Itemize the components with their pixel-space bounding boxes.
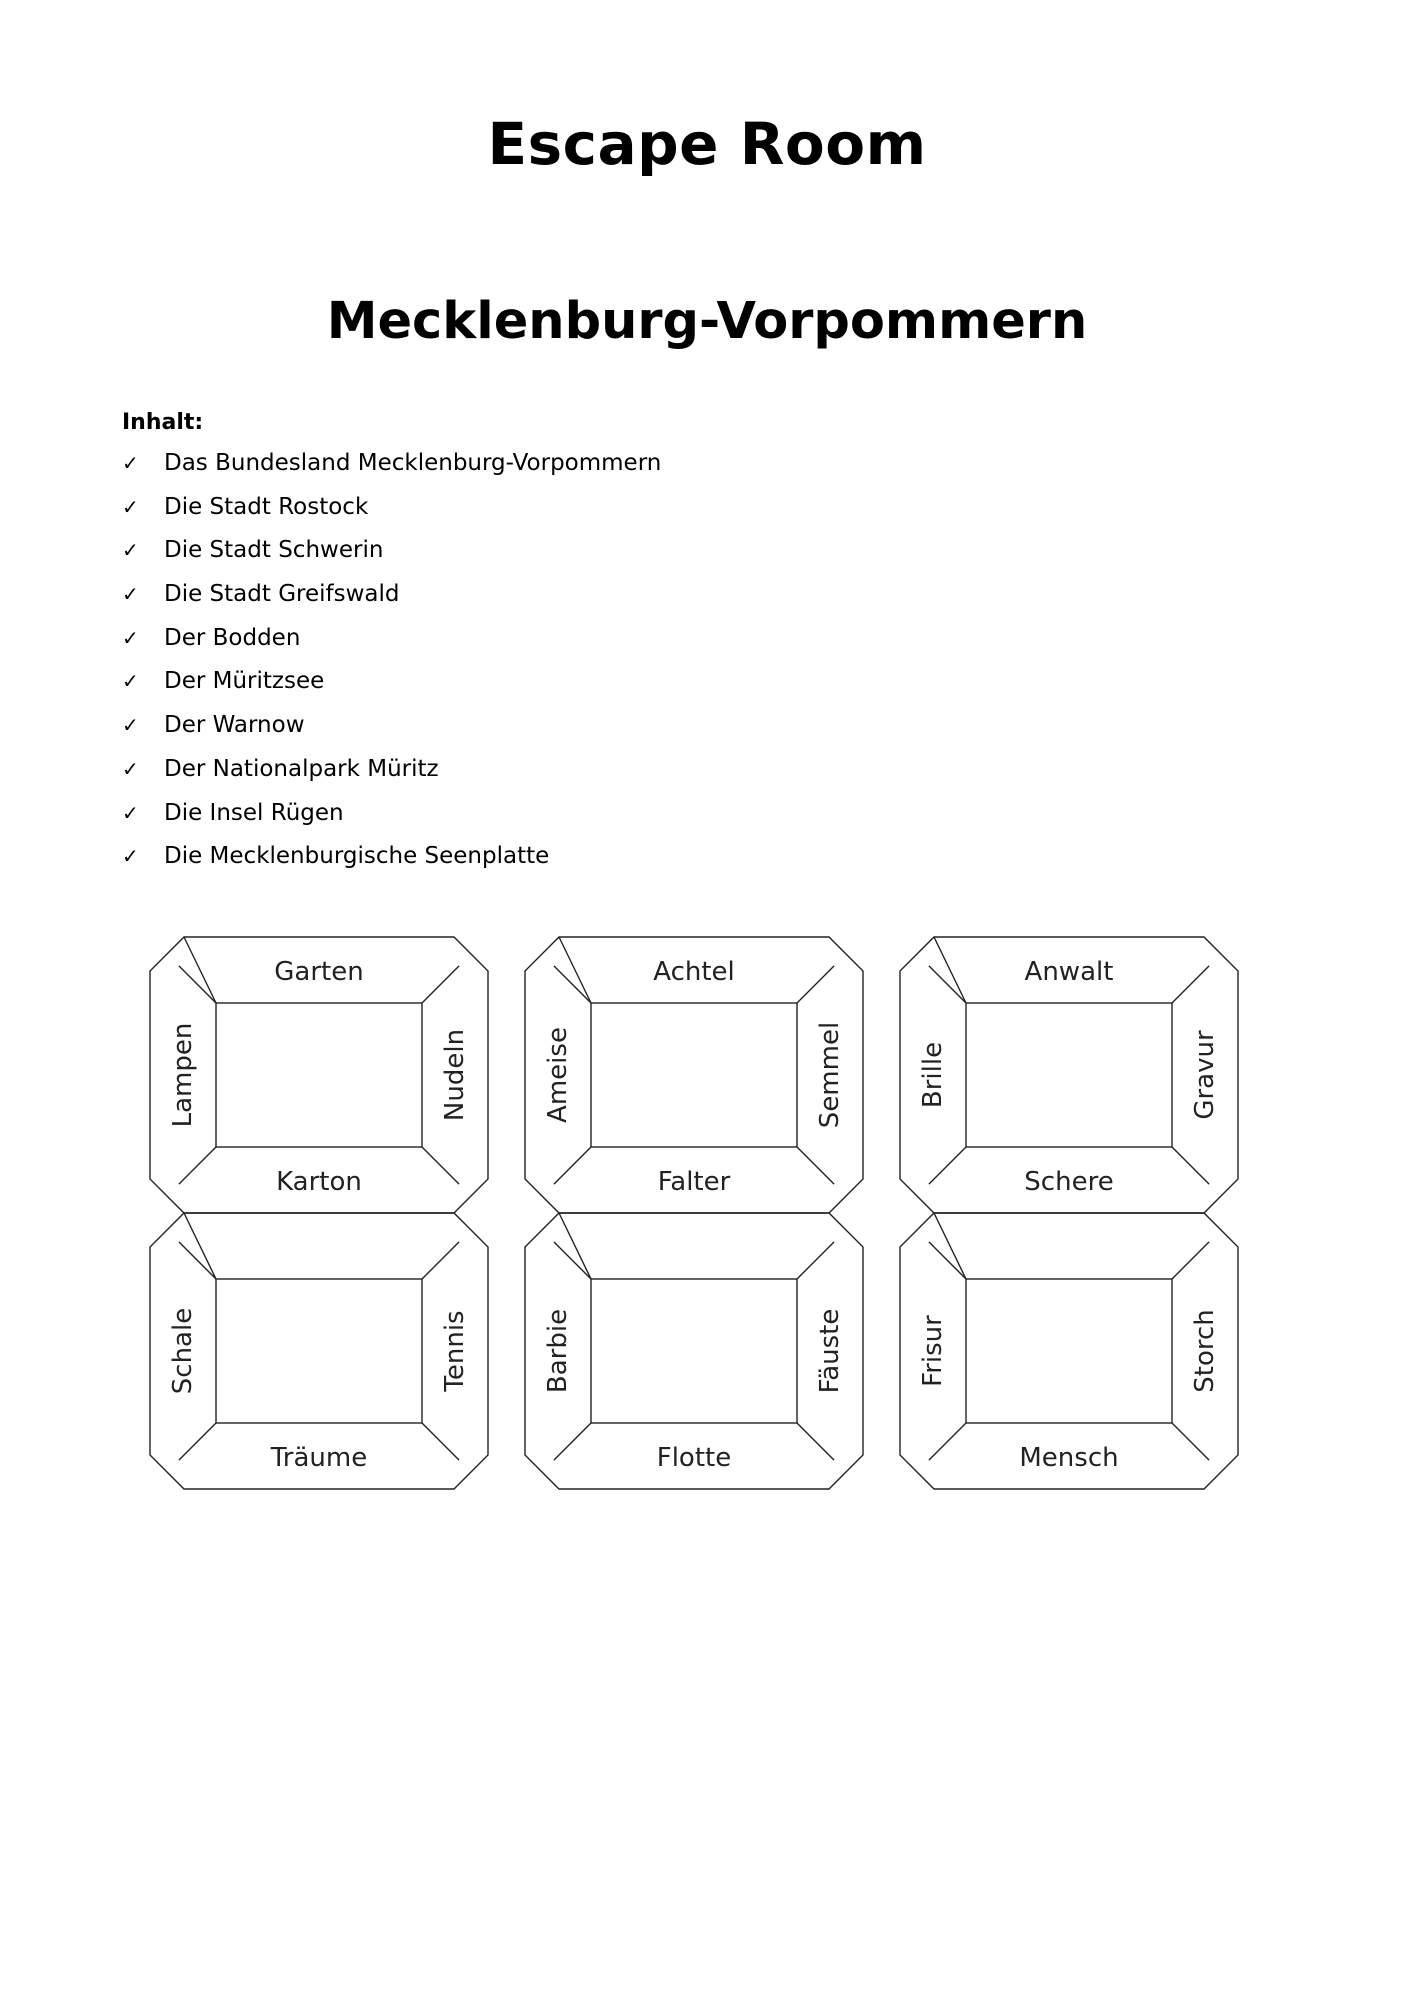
puzzle-frame-divider	[554, 1423, 591, 1460]
puzzle-frame-divider	[422, 1242, 459, 1279]
puzzle-frame-divider	[929, 1423, 966, 1460]
puzzle-frame-divider	[422, 1423, 459, 1460]
list-item-label: Die Stadt Rostock	[164, 493, 369, 520]
check-icon: ✓	[122, 669, 139, 694]
puzzle-word-upper-left: Brille	[918, 1041, 948, 1109]
puzzle-word-lower-right: Fäuste	[815, 1308, 845, 1394]
page-subtitle: Mecklenburg-Vorpommern	[326, 292, 1088, 351]
puzzle-answer-box	[966, 1279, 1172, 1423]
puzzle-frame-divider	[1172, 966, 1209, 1003]
puzzle-frame-divider	[929, 1147, 966, 1184]
puzzle-answer-box	[216, 1003, 422, 1147]
check-icon: ✓	[122, 582, 139, 607]
puzzle-frame-divider	[797, 966, 834, 1003]
check-icon: ✓	[122, 538, 139, 563]
puzzle-frame-divider	[179, 1242, 216, 1279]
puzzle-frame-divider	[1172, 1423, 1209, 1460]
puzzle-word-middle: Falter	[657, 1167, 731, 1197]
puzzle-word-top: Achtel	[653, 957, 735, 987]
puzzle-word-bottom: Träume	[270, 1443, 368, 1473]
puzzle-word-middle: Karton	[276, 1167, 362, 1197]
list-item-label: Die Stadt Greifswald	[164, 581, 400, 608]
list-item-label: Der Warnow	[164, 712, 305, 739]
puzzle-word-top: Garten	[274, 957, 364, 987]
puzzle-word-top: Anwalt	[1024, 957, 1114, 987]
puzzle-frame-divider	[1172, 1242, 1209, 1279]
check-icon: ✓	[122, 625, 139, 650]
puzzle-answer-box	[966, 1003, 1172, 1147]
check-icon: ✓	[122, 844, 139, 869]
puzzle-frame-divider	[422, 966, 459, 1003]
list-item-label: Der Nationalpark Müritz	[164, 755, 439, 782]
puzzle-frame-divider	[797, 1147, 834, 1184]
check-icon: ✓	[122, 713, 139, 738]
puzzle-answer-box	[591, 1003, 797, 1147]
puzzle-answer-box	[216, 1279, 422, 1423]
page-title: Escape Room	[487, 110, 927, 178]
puzzle-word-upper-left: Ameise	[543, 1027, 573, 1123]
puzzle-word-upper-right: Gravur	[1190, 1030, 1220, 1120]
check-icon: ✓	[122, 451, 139, 475]
puzzle-word-lower-right: Tennis	[440, 1310, 470, 1392]
contents-heading: Inhalt:	[122, 410, 204, 435]
puzzle-word-lower-right: Storch	[1190, 1309, 1220, 1393]
puzzle-word-middle: Schere	[1024, 1167, 1114, 1197]
puzzle-frame-divider	[797, 1242, 834, 1279]
puzzle-word-lower-left: Frisur	[918, 1315, 948, 1387]
puzzle-frame-divider	[1172, 1147, 1209, 1184]
puzzle-word-upper-right: Nudeln	[440, 1028, 470, 1122]
puzzle-word-upper-right: Semmel	[815, 1021, 845, 1129]
puzzle-word-upper-left: Lampen	[168, 1022, 198, 1128]
puzzle-frame-divider	[929, 966, 966, 1003]
check-icon: ✓	[122, 756, 139, 781]
puzzle-frame-divider	[179, 966, 216, 1003]
puzzle-word-lower-left: Schale	[168, 1307, 198, 1395]
list-item-label: Der Bodden	[164, 624, 301, 651]
puzzle-frame-divider	[179, 1147, 216, 1184]
puzzle-word-bottom: Flotte	[656, 1443, 732, 1473]
list-item-label: Die Mecklenburgische Seenplatte	[164, 843, 550, 870]
list-item-label: Die Stadt Schwerin	[164, 537, 384, 564]
puzzle-frame-divider	[422, 1147, 459, 1184]
check-icon: ✓	[122, 800, 139, 825]
puzzle-frame-divider	[554, 1147, 591, 1184]
puzzle-frame-divider	[554, 1242, 591, 1279]
list-item-label: Der Müritzsee	[164, 668, 325, 695]
list-item-label: Das Bundesland Mecklenburg-Vorpommern	[164, 450, 662, 476]
list-item-label: Die Insel Rügen	[164, 799, 344, 826]
puzzle-frame-divider	[797, 1423, 834, 1460]
check-icon: ✓	[122, 494, 139, 519]
puzzle-word-lower-left: Barbie	[543, 1308, 573, 1394]
puzzle-frame-divider	[554, 966, 591, 1003]
puzzle-frame-divider	[179, 1423, 216, 1460]
puzzle-frame-divider	[929, 1242, 966, 1279]
puzzle-word-bottom: Mensch	[1019, 1443, 1119, 1473]
puzzle-answer-box	[591, 1279, 797, 1423]
